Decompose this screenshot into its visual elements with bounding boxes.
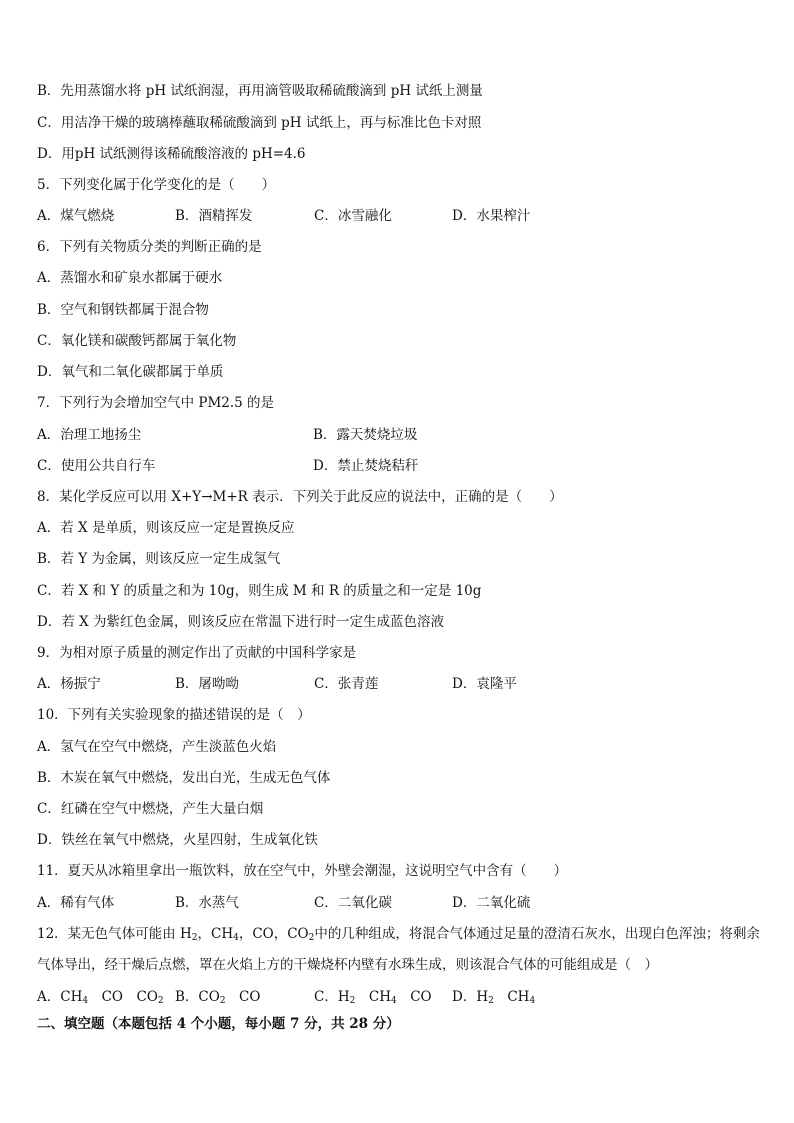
q5-option-d: D．水果榨汁 (452, 208, 531, 224)
q7-option-d: D．禁止焚烧秸秆 (313, 458, 419, 474)
q7-stem: 7．下列行为会增加空气中 PM2.5 的是 (37, 395, 275, 411)
q4-option-c: C．用洁净干燥的玻璃棒蘸取稀硫酸滴到 pH 试纸上，再与标准比色卡对照 (37, 115, 482, 131)
q5-stem: 5．下列变化属于化学变化的是（ ） (37, 177, 276, 193)
q9-option-a: A．杨振宁 (37, 676, 101, 692)
q8-option-b: B．若 Y 为金属，则该反应一定生成氢气 (37, 551, 281, 567)
q4-option-b: B．先用蒸馏水将 pH 试纸润湿，再用滴管吸取稀硫酸滴到 pH 试纸上测量 (37, 83, 483, 99)
q7-option-b: B．露天焚烧垃圾 (313, 427, 418, 443)
q11-option-a: A．稀有气体 (37, 895, 115, 911)
q11-option-d: D．二氧化硫 (452, 895, 531, 911)
q12-option-c: C．$H_2$ $CH_4$ CO (314, 989, 432, 1006)
q5-option-b: B．酒精挥发 (175, 208, 253, 224)
q9-option-c: C．张青莲 (314, 676, 379, 692)
q11-option-b: B．水蒸气 (175, 895, 239, 911)
q5-option-c: C．冰雪融化 (314, 208, 392, 224)
q12-option-d: D．$H_2$ $CH_4$ (452, 989, 536, 1006)
section-heading-fill-in: 二、填空题（本题包括 4 个小题，每小题 7 分，共 28 分） (37, 1016, 400, 1032)
q10-option-d: D．铁丝在氧气中燃烧，火星四射，生成氧化铁 (37, 832, 318, 848)
q5-option-a: A．煤气燃烧 (37, 208, 115, 224)
q9-option-b: B．屠呦呦 (175, 676, 239, 692)
q11-option-c: C．二氧化碳 (314, 895, 392, 911)
q5-options (37, 207, 777, 225)
q7-options-row2 (37, 457, 777, 475)
q8-option-c: C．若 X 和 Y 的质量之和为 10g，则生成 M 和 R 的质量之和一定是 10g (37, 583, 482, 599)
q9-stem: 9．为相对原子质量的测定作出了贡献的中国科学家是 (37, 645, 357, 661)
q6-option-a: A．蒸馏水和矿泉水都属于硬水 (37, 270, 223, 286)
q12-stem-line2: 气体导出，经干燥后点燃，罩在火焰上方的干燥烧杯内壁有水珠生成，则该混合气体的可能组成是（ ） (37, 957, 658, 973)
q10-option-c: C．红磷在空气中燃烧，产生大量白烟 (37, 801, 264, 817)
q10-stem: 10．下列有关实验现象的描述错误的是（ ） (37, 707, 311, 723)
q11-options (37, 894, 777, 912)
q6-option-d: D．氧气和二氧化碳都属于单质 (37, 364, 224, 380)
q10-option-b: B．木炭在氧气中燃烧，发出白光，生成无色气体 (37, 770, 331, 786)
q12-option-a: A．$CH_4$ CO $CO_2$ (37, 989, 164, 1006)
q6-stem: 6．下列有关物质分类的判断正确的是 (37, 239, 262, 255)
q9-options (37, 675, 777, 693)
q4-option-d: D．用pH 试纸测得该稀硫酸溶液的 pH=4.6 (37, 146, 306, 162)
q8-option-d: D．若 X 为紫红色金属，则该反应在常温下进行时一定生成蓝色溶液 (37, 614, 445, 630)
q8-stem: 8．某化学反应可以用 X+Y→M+R 表示．下列关于此反应的说法中，正确的是（ ） (37, 489, 563, 505)
q12-options (37, 988, 777, 1006)
q7-option-a: A．治理工地扬尘 (37, 427, 142, 443)
q7-option-c: C．使用公共自行车 (37, 458, 156, 474)
q6-option-c: C．氧化镁和碳酸钙都属于氧化物 (37, 333, 237, 349)
q6-option-b: B．空气和钢铁都属于混合物 (37, 302, 209, 318)
q12-option-b: B．$CO_2$ CO (175, 989, 261, 1006)
q8-option-a: A．若 X 是单质，则该反应一定是置换反应 (37, 520, 295, 536)
q10-option-a: A．氢气在空气中燃烧，产生淡蓝色火焰 (37, 739, 277, 755)
q11-stem: 11．夏天从冰箱里拿出一瓶饮料，放在空气中，外壁会潮湿，这说明空气中含有（ ） (37, 863, 568, 879)
q7-options-row1 (37, 426, 777, 444)
q12-stem-line1: 12．某无色气体可能由 $H_2$，$CH_4$，CO，$CO_2$中的几种组成，将混合气体通过足量的澄清石灰水，出现白色浑浊；将剩余 (37, 926, 760, 943)
q9-option-d: D．袁隆平 (452, 676, 517, 692)
